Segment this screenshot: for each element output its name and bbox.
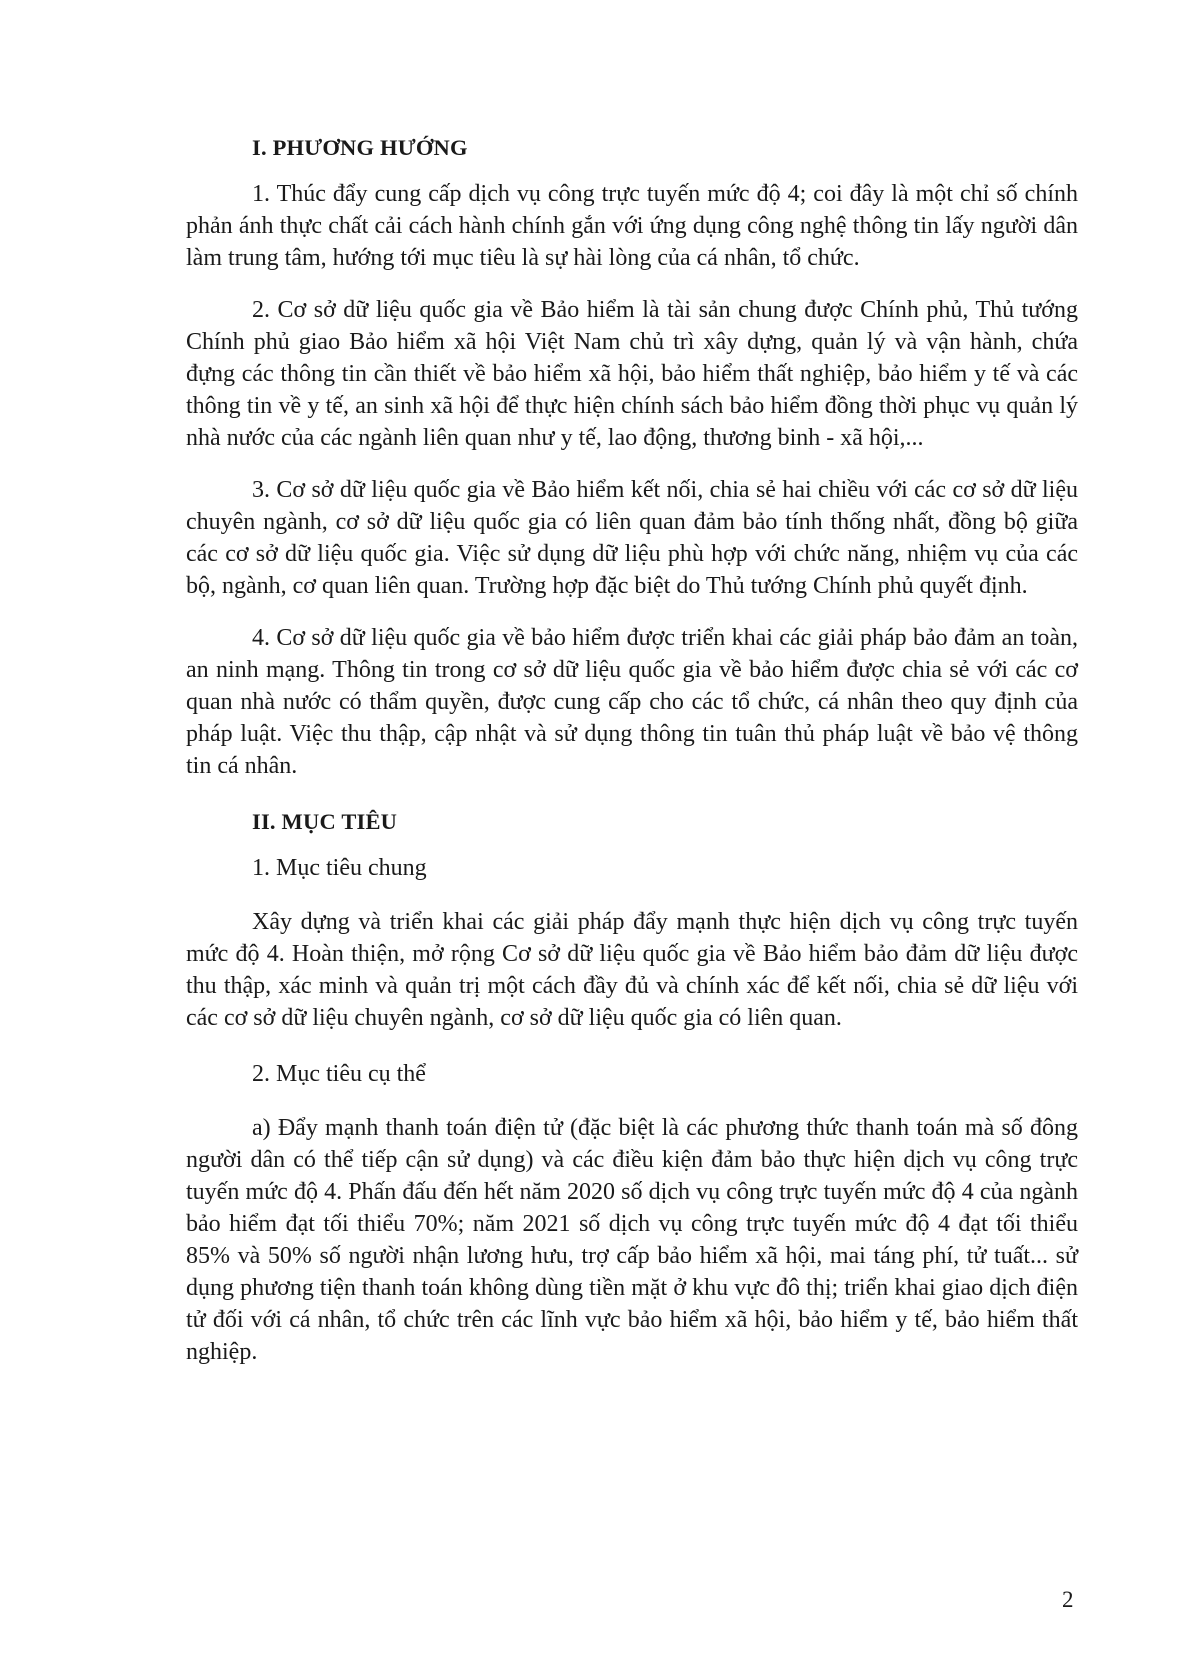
general-objective-heading: 1. Mục tiêu chung [252, 855, 427, 881]
section-heading-direction: I. PHƯƠNG HƯỚNG [252, 135, 468, 160]
direction-item-3: 3. Cơ sở dữ liệu quốc gia về Bảo hiểm kết nối, chia sẻ hai chiều với các cơ sở dữ liệu chuyên ngành, cơ sở dữ liệu quốc gia có liên quan đảm bảo tính thống nhất, đồng bộ giữa các cơ sở dữ liệu quốc gia. Việc sử dụng dữ liệu phù hợp với chức năng, nhiệm vụ của các bộ, ngành, cơ quan liên quan. Trường hợp đặc biệt do Thủ tướng Chính phủ quyết định. [186, 477, 1078, 599]
document-body [186, 132, 1078, 1388]
section-heading-objectives: II. MỤC TIÊU [252, 809, 398, 834]
specific-objective-a: a) Đẩy mạnh thanh toán điện tử (đặc biệt là các phương thức thanh toán mà số đông người dân có thể tiếp cận sử dụng) và các điều kiện đảm bảo thực hiện dịch vụ công trực tuyến mức độ 4. Phấn đấu đến hết năm 2020 số dịch vụ công trực tuyến mức độ 4 của ngành bảo hiểm đạt tối thiểu 70%; năm 2021 số dịch vụ công trực tuyến mức độ 4 đạt tối thiểu 85% và 50% số người nhận lương hưu, trợ cấp bảo hiểm xã hội, mai táng phí, tử tuất... sử dụng phương tiện thanh toán không dùng tiền mặt ở khu vực đô thị; triển khai giao dịch điện tử đối với cá nhân, tổ chức trên các lĩnh vực bảo hiểm xã hội, bảo hiểm y tế, bảo hiểm thất nghiệp. [186, 1115, 1078, 1365]
specific-objective-heading: 2. Mục tiêu cụ thể [252, 1061, 426, 1087]
direction-item-2: 2. Cơ sở dữ liệu quốc gia về Bảo hiểm là tài sản chung được Chính phủ, Thủ tướng Chính phủ giao Bảo hiểm xã hội Việt Nam chủ trì xây dựng, quản lý và vận hành, chứa đựng các thông tin cần thiết về bảo hiểm xã hội, bảo hiểm thất nghiệp, bảo hiểm y tế và các thông tin về y tế, an sinh xã hội để thực hiện chính sách bảo hiểm đồng thời phục vụ quản lý nhà nước của các ngành liên quan như y tế, lao động, thương binh - xã hội,... [186, 297, 1078, 451]
direction-item-4: 4. Cơ sở dữ liệu quốc gia về bảo hiểm được triển khai các giải pháp bảo đảm an toàn, an ninh mạng. Thông tin trong cơ sở dữ liệu quốc gia về bảo hiểm được chia sẻ với các cơ quan nhà nước có thẩm quyền, được cung cấp cho các tổ chức, cá nhân theo quy định của pháp luật. Việc thu thập, cập nhật và sử dụng thông tin tuân thủ pháp luật về bảo vệ thông tin cá nhân. [186, 625, 1078, 779]
direction-item-1: 1. Thúc đẩy cung cấp dịch vụ công trực tuyến mức độ 4; coi đây là một chỉ số chính phản ánh thực chất cải cách hành chính gắn với ứng dụng công nghệ thông tin lấy người dân làm trung tâm, hướng tới mục tiêu là sự hài lòng của cá nhân, tổ chức. [186, 181, 1078, 271]
general-objective-text: Xây dựng và triển khai các giải pháp đẩy mạnh thực hiện dịch vụ công trực tuyến mức độ 4. Hoàn thiện, mở rộng Cơ sở dữ liệu quốc gia về Bảo hiểm bảo đảm dữ liệu được thu thập, xác minh và quản trị một cách đầy đủ và chính xác để kết nối, chia sẻ dữ liệu với các cơ sở dữ liệu chuyên ngành, cơ sở dữ liệu quốc gia có liên quan. [186, 909, 1078, 1031]
page-number: 2 [1062, 1587, 1074, 1612]
